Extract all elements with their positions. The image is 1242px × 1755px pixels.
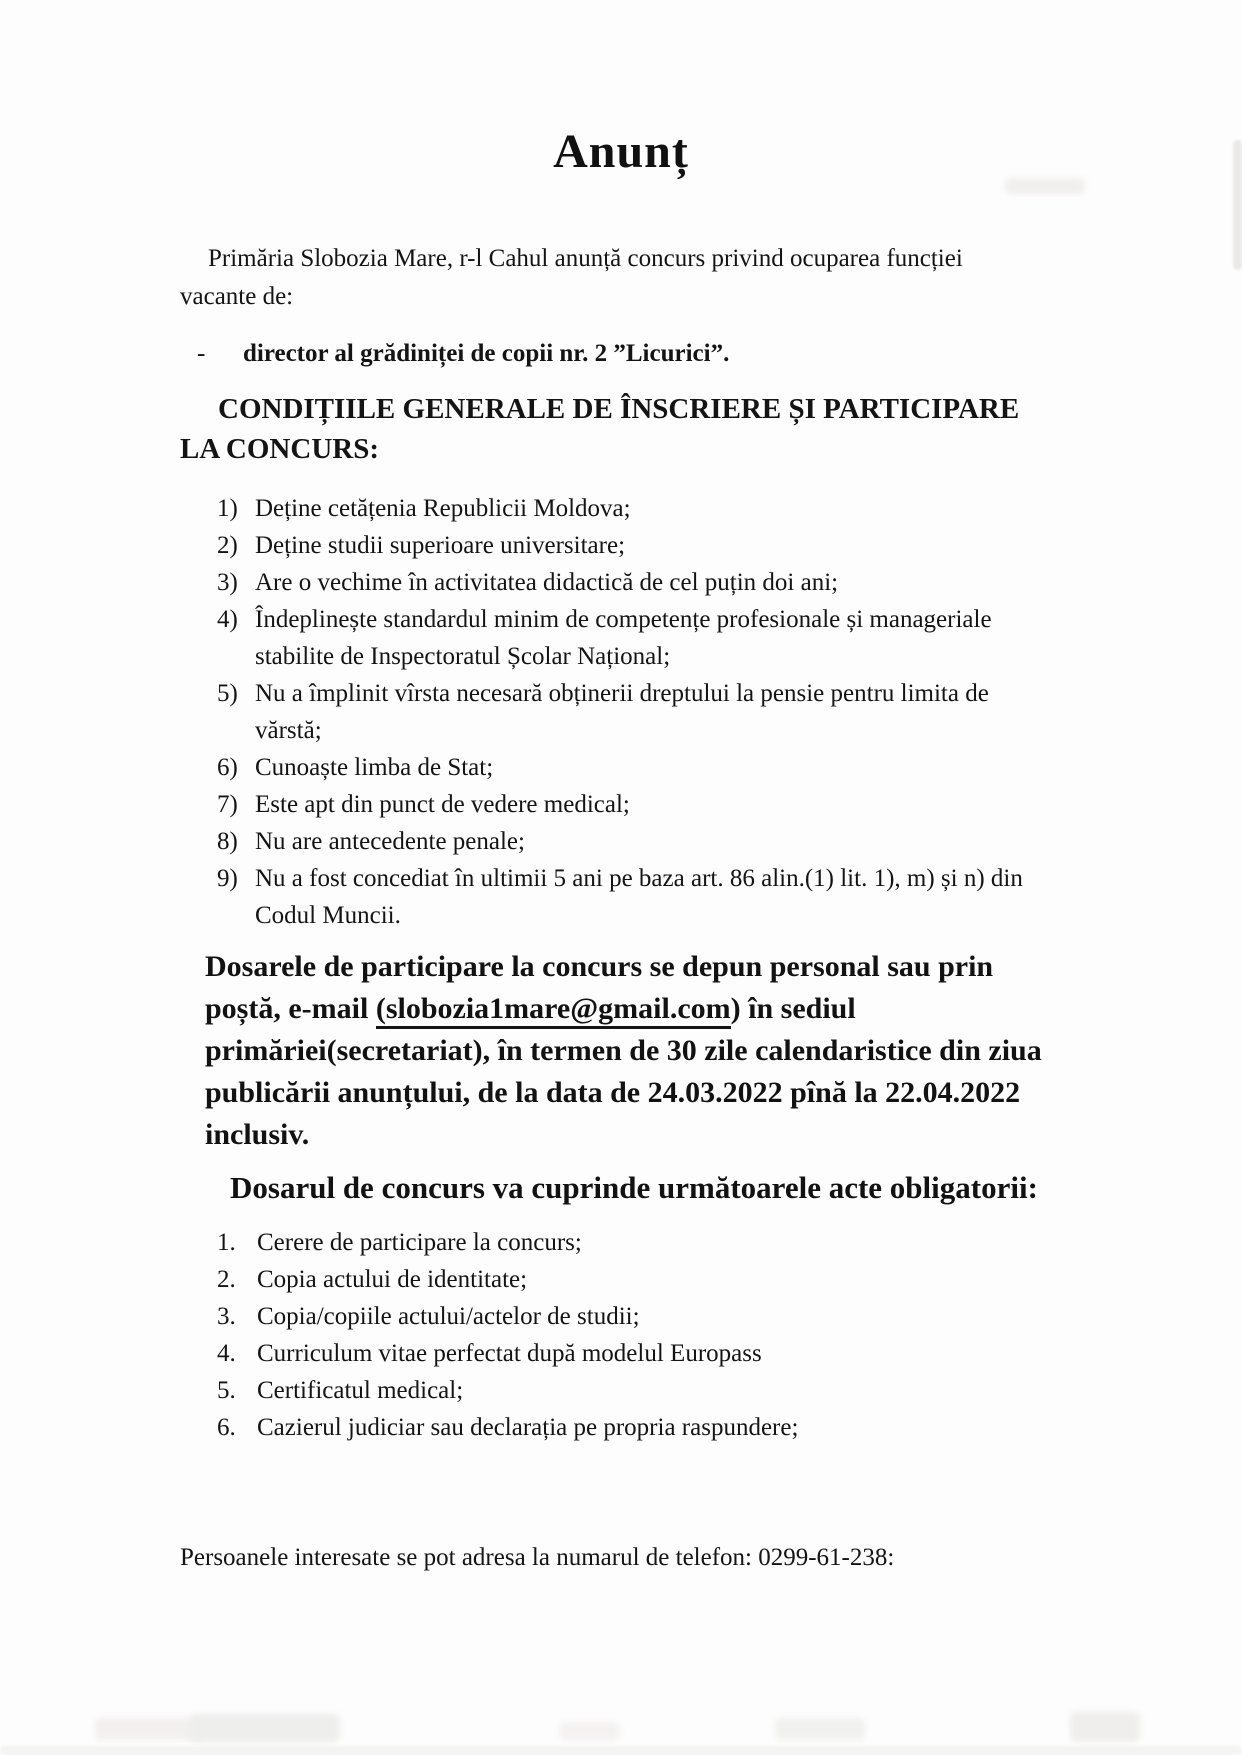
item-text: Cunoaște limba de Stat; [255, 754, 494, 781]
scan-artifact [1070, 1712, 1140, 1742]
list-item [217, 786, 1023, 823]
paren: ( [376, 992, 386, 1029]
paren: ) [730, 992, 741, 1025]
vacancy-dash: - [197, 340, 206, 367]
item-marker: 3) [217, 569, 238, 596]
item-text: Cazierul judiciar sau declarația pe propria raspundere; [257, 1414, 799, 1441]
dossier-heading: Dosarul de concurs va cuprinde următoarele acte obligatorii: [230, 1170, 1038, 1205]
item-text: vărstă; [255, 717, 322, 744]
submission-text: poștă, e-mail [205, 992, 376, 1025]
item-text: Este apt din punct de vedere medical; [255, 791, 630, 818]
scan-artifact [0, 1746, 1242, 1755]
page-title: Anunț [553, 125, 689, 178]
submission-line: inclusiv. [205, 1118, 310, 1151]
list-item [217, 1335, 798, 1372]
item-marker: 5. [217, 1377, 236, 1404]
intro-line: vacante de: [180, 283, 294, 310]
item-text: Nu a împlinit vîrsta necesară obținerii dreptului la pensie pentru limita de [255, 680, 989, 707]
item-marker: 8) [217, 828, 238, 855]
item-text: stabilite de Inspectoratul Școlar Național; [255, 643, 671, 670]
list-item [217, 1409, 798, 1446]
item-text: Deține studii superioare universitare; [255, 532, 626, 559]
submission-line [205, 988, 1115, 1030]
item-marker: 2. [217, 1266, 236, 1293]
item-marker: 2) [217, 532, 238, 559]
list-item [217, 527, 1023, 564]
vacancy-item [197, 337, 729, 371]
item-marker: 9) [217, 865, 238, 892]
scan-artifact [560, 1722, 620, 1740]
item-text: Deține cetățenia Republicii Moldova; [255, 495, 631, 522]
item-marker: 1) [217, 495, 238, 522]
intro-paragraph [180, 240, 1125, 316]
submission-text: în sediul [740, 992, 856, 1025]
list-item [217, 564, 1023, 601]
submission-line: publicării anunțului, de la data de 24.03.2022 pînă la 22.04.2022 [205, 1076, 1021, 1109]
item-marker: 4) [217, 606, 238, 633]
list-item [217, 823, 1023, 860]
contact-line: Persoanele interesate se pot adresa la numarul de telefon: 0299-61-238: [180, 1544, 895, 1571]
list-item [217, 749, 1023, 786]
item-marker: 4. [217, 1340, 236, 1367]
list-item [217, 860, 1023, 934]
list-item [217, 675, 1023, 749]
item-text: Îndeplinește standardul minim de competențe profesionale și manageriale [255, 606, 992, 633]
list-item [217, 601, 1023, 675]
item-text: Are o vechime în activitatea didactică de cel puțin doi ani; [255, 569, 839, 596]
scan-artifact [775, 1718, 865, 1740]
submission-line: Dosarele de participare la concurs se depun personal sau prin [205, 950, 994, 983]
item-text: Cerere de participare la concurs; [257, 1229, 582, 1256]
item-marker: 6) [217, 754, 238, 781]
list-item [217, 1224, 798, 1261]
item-text: Codul Muncii. [255, 902, 401, 929]
scan-artifact [95, 1718, 205, 1740]
conditions-list [217, 490, 1023, 934]
scan-artifact [190, 1714, 340, 1742]
submission-line: primăriei(secretariat), în termen de 30 zile calendaristice din ziua [205, 1034, 1042, 1067]
list-item [217, 1372, 798, 1409]
item-marker: 1. [217, 1229, 236, 1256]
item-marker: 7) [217, 791, 238, 818]
scan-artifact [1005, 178, 1085, 194]
conditions-heading-line: CONDIȚIILE GENERALE DE ÎNSCRIERE ȘI PARTICIPARE [218, 393, 1020, 425]
dossier-list [217, 1224, 798, 1446]
item-text: Copia actului de identitate; [257, 1266, 528, 1293]
submission-paragraph [205, 946, 1115, 1156]
email-text: slobozia1mare@gmail.com [386, 992, 731, 1029]
item-marker: 3. [217, 1303, 236, 1330]
conditions-heading [180, 389, 1140, 469]
item-text: Certificatul medical; [257, 1377, 464, 1404]
item-marker: 6. [217, 1414, 236, 1441]
list-item [217, 1261, 798, 1298]
vacancy-text: director al grădiniței de copii nr. 2 ”Licurici”. [243, 340, 730, 367]
intro-line: Primăria Slobozia Mare, r-l Cahul anunță concurs privind ocuparea funcției [208, 245, 963, 272]
scan-artifact [1233, 140, 1242, 270]
conditions-heading-line: LA CONCURS: [180, 433, 379, 465]
list-item [217, 490, 1023, 527]
list-item [217, 1298, 798, 1335]
item-text: Copia/copiile actului/actelor de studii; [257, 1303, 640, 1330]
item-text: Nu a fost concediat în ultimii 5 ani pe baza art. 86 alin.(1) lit. 1), m) și n) din [255, 865, 1023, 892]
item-text: Nu are antecedente penale; [255, 828, 525, 855]
item-marker: 5) [217, 680, 238, 707]
item-text: Curriculum vitae perfectat după modelul Europass [257, 1340, 762, 1367]
